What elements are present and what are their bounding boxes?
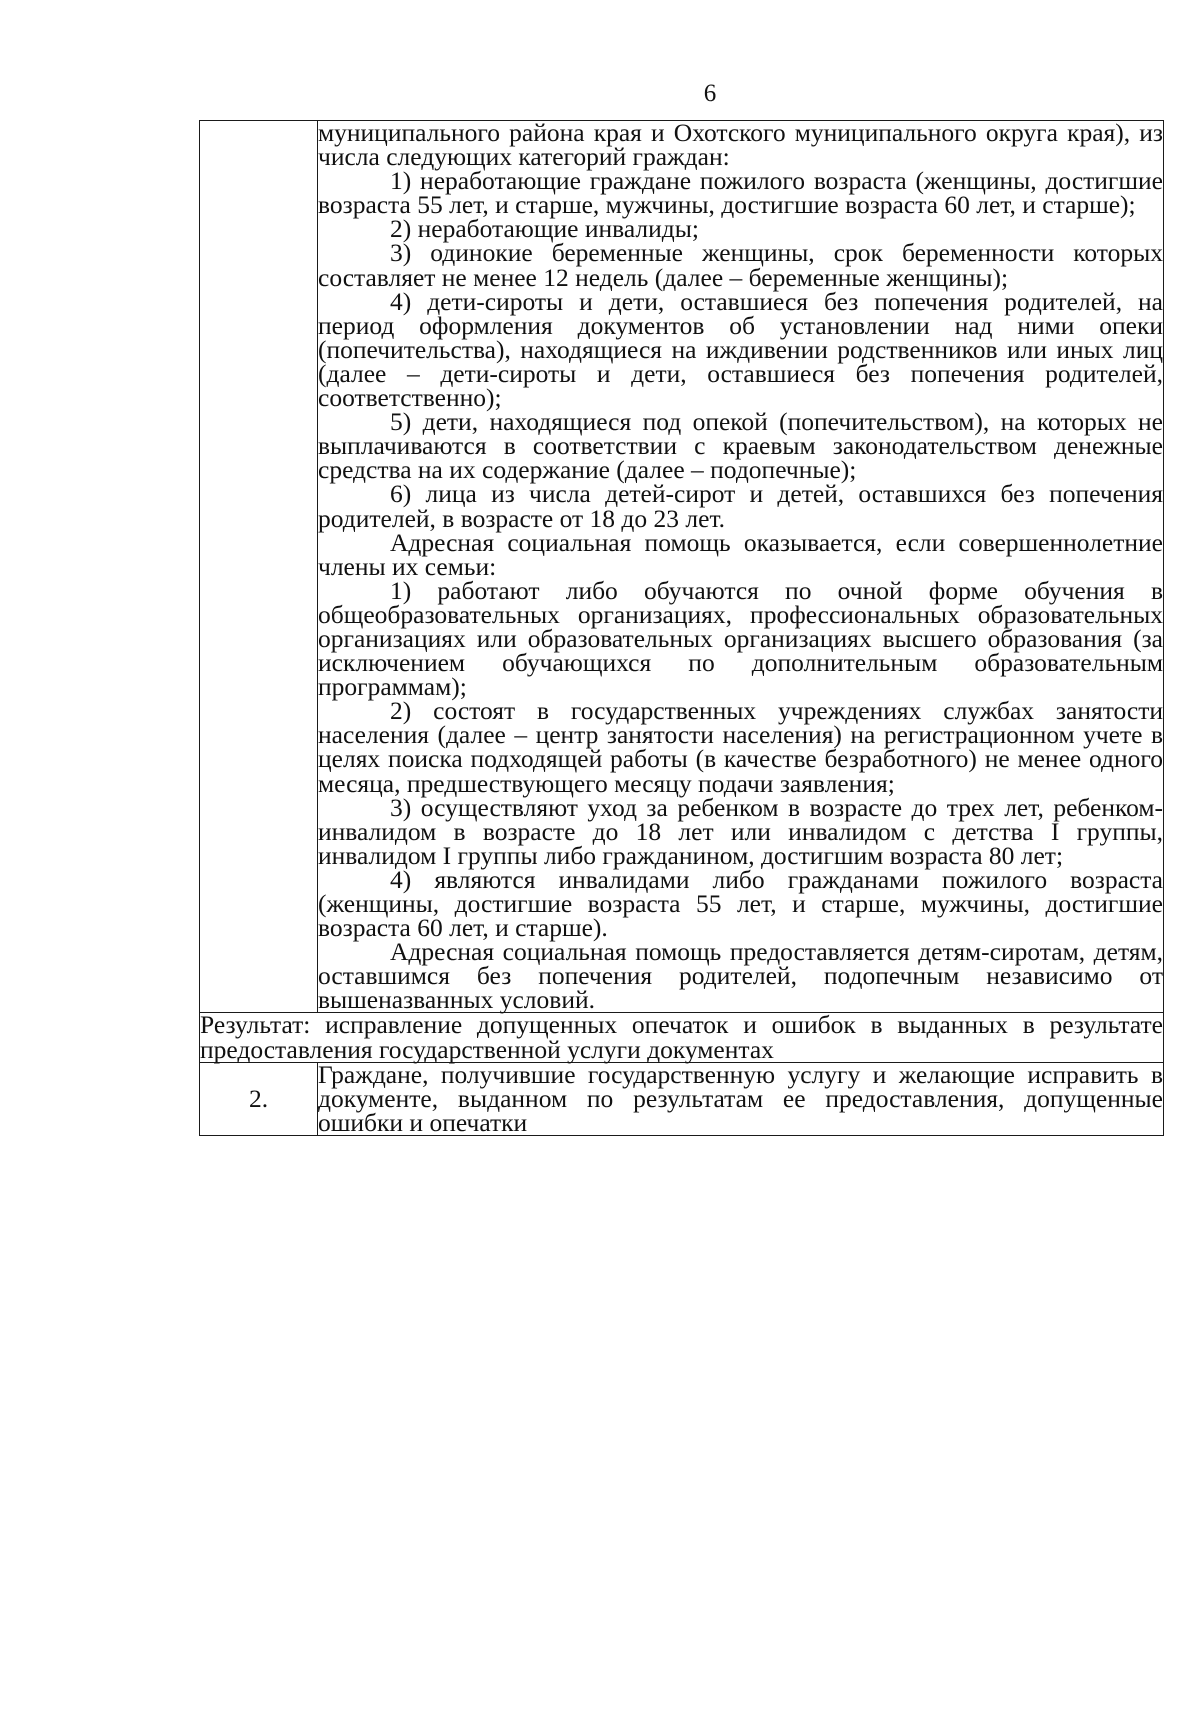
table-row-result [200, 1013, 1164, 1062]
row-number-cell: 2. [200, 1062, 318, 1135]
paragraph: 1) работают либо обучаются по очной форме обучения в общеобразовательных организациях, профессиональных образовательных организациях или образовательных организациях высшего образования (за исключением обучающихся по дополнительным образовательным программам); [318, 575, 1163, 702]
result-cell: Результат: исправление допущенных опечаток и ошибок в выданных в результате предоставления государственной услуги документах [200, 1010, 1163, 1064]
paragraph: 3) осуществляют уход за ребенком в возрасте до трех лет, ребенком-инвалидом в возрасте до 18 лет или инвалидом с детства I группы, инвалидом I группы либо гражданином, достигшим возраста 80 лет; [318, 792, 1163, 870]
categories-text [318, 118, 1163, 1015]
paragraph: 3) одинокие беременные женщины, срок беременности которых составляет не менее 12 недель (далее – беременные женщины); [318, 238, 1163, 292]
table-row-2 [200, 1062, 1164, 1135]
number-cell-empty [200, 121, 318, 1013]
applicants-cell: Граждане, получившие государственную услугу и желающие исправить в документе, выданном по результатам ее предоставления, допущенные ошибки и опечатки [318, 1059, 1163, 1137]
document-table [199, 120, 1164, 1136]
paragraph: 1) неработающие граждане пожилого возраста (женщины, достигшие возраста 55 лет, и старше, мужчины, достигшие возраста 60 лет, и старше); [318, 166, 1163, 220]
paragraph: 6) лица из числа детей-сирот и детей, оставшихся без попечения родителей, в возрасте от 18 до 23 лет. [318, 479, 1163, 533]
paragraph: 2) неработающие инвалиды; [390, 214, 699, 244]
paragraph: 5) дети, находящиеся под опекой (попечительством), на которых не выплачиваются в соответствии с краевым законодательством денежные средства на их содержание (далее – подопечные); [318, 407, 1163, 485]
paragraph: Адресная социальная помощь оказывается, если совершеннолетние члены их семьи: [318, 527, 1163, 581]
paragraph: Адресная социальная помощь предоставляется детям-сиротам, детям, оставшимся без попечения родителей, подопечным независимо от вышеназванных условий. [318, 937, 1163, 1015]
paragraph: 4) являются инвалидами либо гражданами пожилого возраста (женщины, достигшие возраста 55 лет, и старше, мужчины, достигшие возраста 60 лет, и старше). [318, 864, 1163, 943]
table-row-categories [200, 121, 1164, 1013]
paragraph: 4) дети-сироты и дети, оставшиеся без попечения родителей, на период оформления документов об установлении над ними опеки (попечительства), находящиеся на иждивении родственников или иных лиц (далее – дети-сироты и дети, оставшиеся без попечения родителей, соответственно); [318, 286, 1163, 413]
paragraph: муниципального района края и Охотского муниципального округа края), из числа следующих категорий граждан: [318, 118, 1163, 172]
paragraph: 2) состоят в государственных учреждениях службах занятости населения (далее – центр занятости населения) на регистрационном учете в целях поиска подходящей работы (в качестве безработного) не менее одного месяца, предшествующего месяцу подачи заявления; [318, 696, 1163, 798]
categories-cell [318, 118, 1164, 1015]
page-number: 6 [703, 80, 717, 107]
